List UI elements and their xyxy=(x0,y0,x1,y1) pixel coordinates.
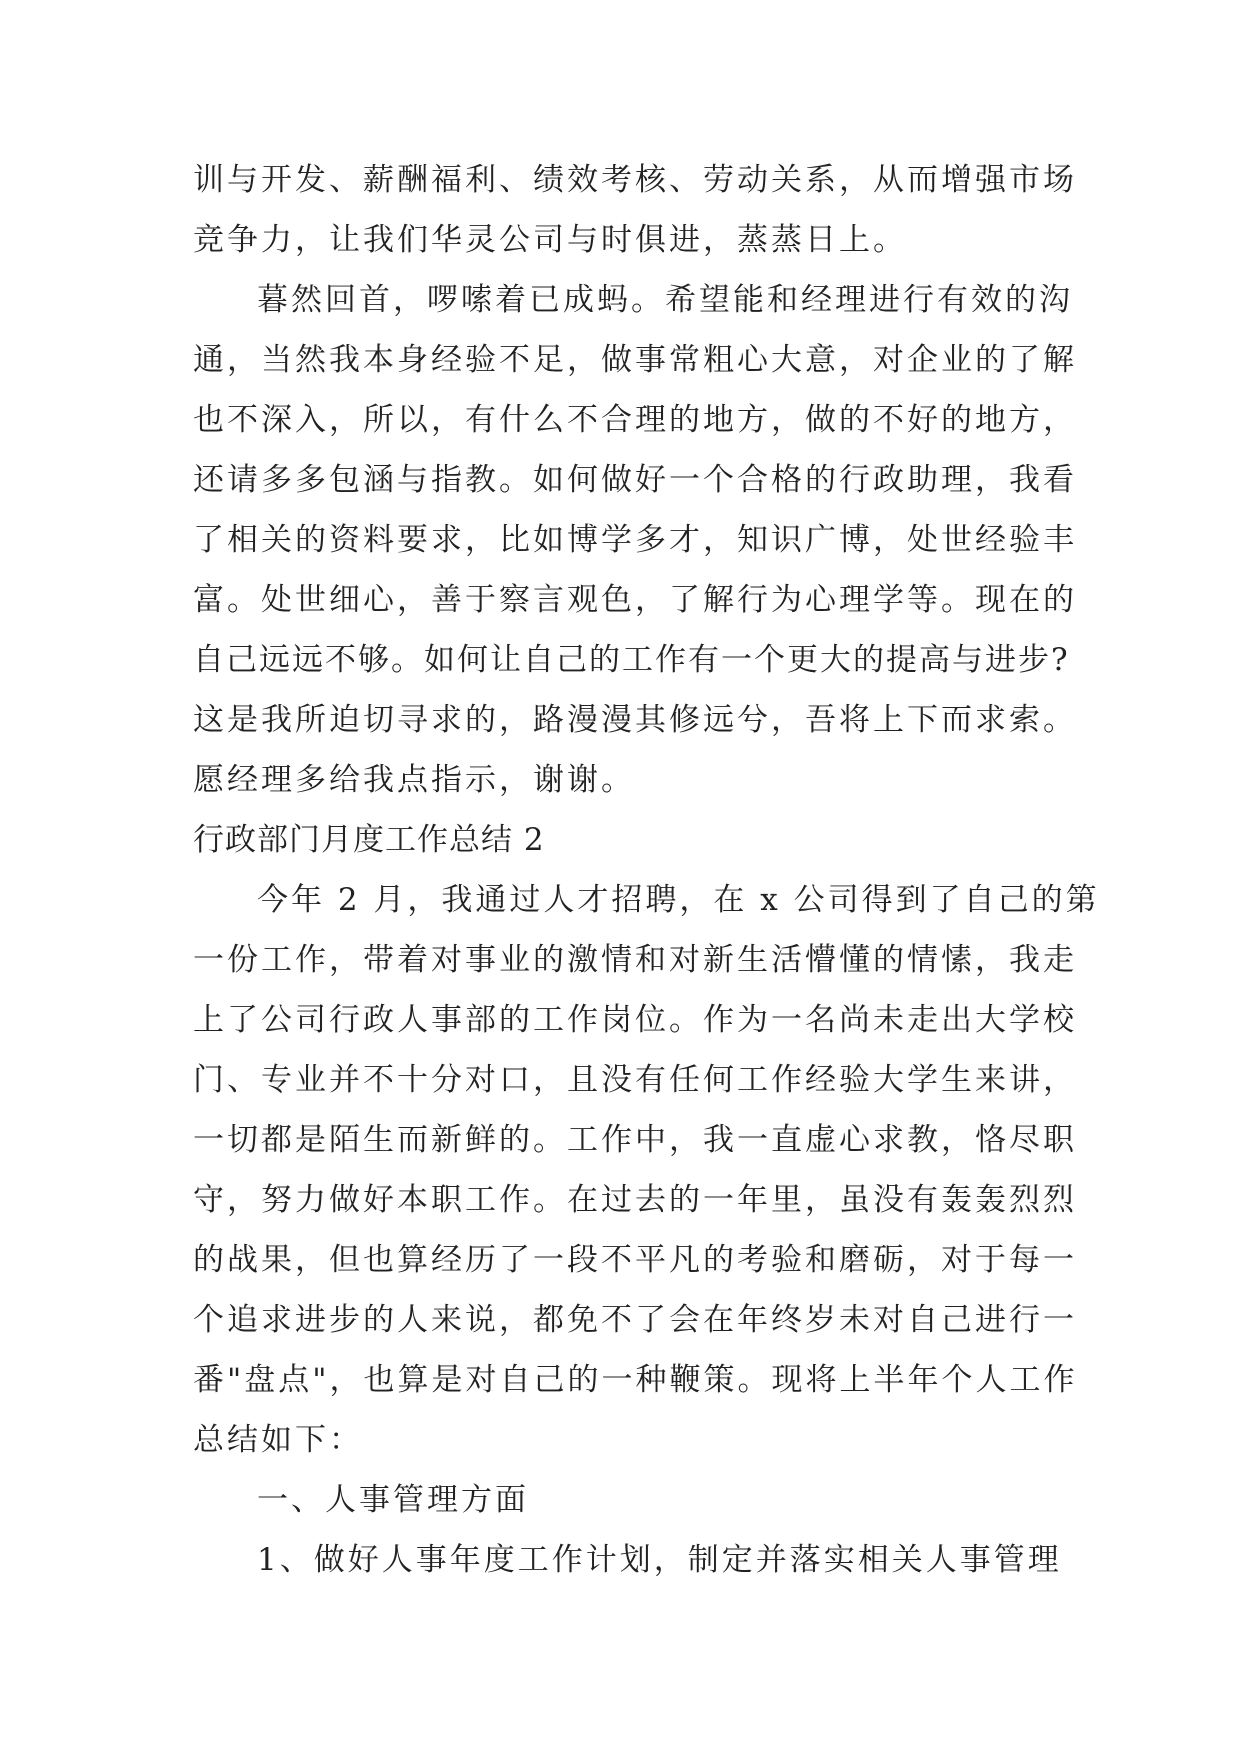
paragraph-line: 一切都是陌生而新鲜的。工作中，我一直虚心求教，恪尽职 xyxy=(193,1122,1077,1158)
paragraph-line: 1、做好人事年度工作计划，制定并落实相关人事管理 xyxy=(257,1542,1062,1578)
paragraph-line: 暮然回首，啰嗦着已成蚂。希望能和经理进行有效的沟 xyxy=(257,282,1073,318)
paragraph-line: 通，当然我本身经验不足，做事常粗心大意，对企业的了解 xyxy=(193,342,1077,378)
paragraph-line: 门、专业并不十分对口，且没有任何工作经验大学生来讲， xyxy=(193,1062,1077,1098)
subsection-heading: 一、人事管理方面 xyxy=(257,1482,529,1518)
paragraph-line: 也不深入，所以，有什么不合理的地方，做的不好的地方， xyxy=(193,402,1077,438)
paragraph-line: 今年 2 月，我通过人才招聘，在 x 公司得到了自己的第 xyxy=(257,882,1100,918)
paragraph-line: 这是我所迫切寻求的，路漫漫其修远兮，吾将上下而求索。 xyxy=(193,702,1077,738)
paragraph-line: 的战果，但也算经历了一段不平凡的考验和磨砺，对于每一 xyxy=(193,1242,1077,1278)
paragraph-line: 了相关的资料要求，比如博学多才，知识广博，处世经验丰 xyxy=(193,522,1077,558)
paragraph-line: 竞争力，让我们华灵公司与时俱进，蒸蒸日上。 xyxy=(193,222,907,258)
paragraph-line: 富。处世细心，善于察言观色，了解行为心理学等。现在的 xyxy=(193,582,1077,618)
paragraph-line: 还请多多包涵与指教。如何做好一个合格的行政助理，我看 xyxy=(193,462,1077,498)
paragraph-line: 总结如下： xyxy=(193,1422,363,1458)
paragraph-line: 愿经理多给我点指示，谢谢。 xyxy=(193,762,635,798)
document-body xyxy=(193,150,1100,1590)
paragraph-line: 训与开发、薪酬福利、绩效考核、劳动关系，从而增强市场 xyxy=(193,162,1077,198)
paragraph-line: 上了公司行政人事部的工作岗位。作为一名尚未走出大学校 xyxy=(193,1002,1077,1038)
paragraph-line: 守，努力做好本职工作。在过去的一年里，虽没有轰轰烈烈 xyxy=(193,1182,1077,1218)
paragraph-line: 番"盘点"，也算是对自己的一种鞭策。现将上半年个人工作 xyxy=(193,1362,1078,1398)
paragraph-line: 自己远远不够。如何让自己的工作有一个更大的提高与进步? xyxy=(193,642,1070,678)
paragraph-line: 个追求进步的人来说，都免不了会在年终岁未对自己进行一 xyxy=(193,1302,1077,1338)
section-heading: 行政部门月度工作总结 2 xyxy=(193,822,545,858)
paragraph-line: 一份工作，带着对事业的激情和对新生活懵懂的情愫，我走 xyxy=(193,942,1077,978)
